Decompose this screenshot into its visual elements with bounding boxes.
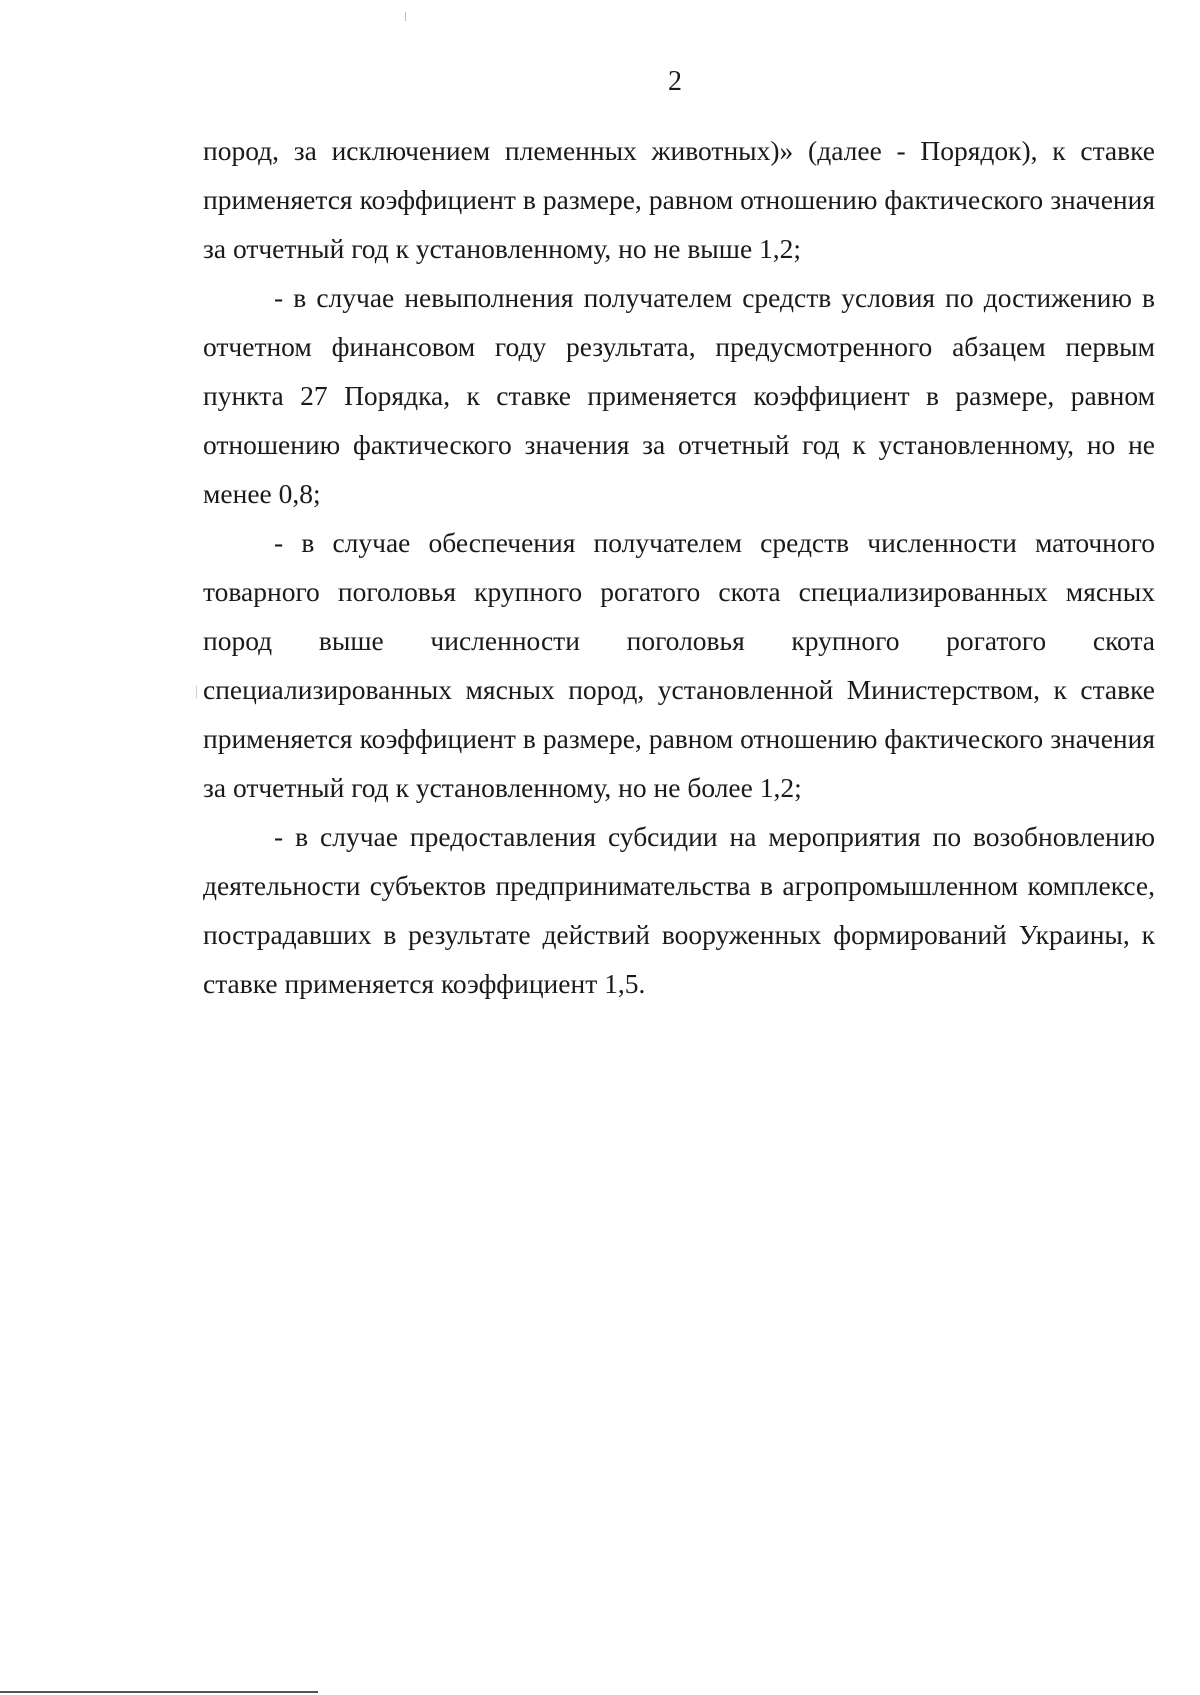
document-body [203, 126, 1155, 1008]
scan-artifact-margin [196, 686, 197, 698]
paragraph-non-fulfillment-clause: - в случае невыполнения получателем средств условия по достижению в отчетном финансовом году результата, предусмотренного абзацем первым пункта 27 Порядка, к ставке применяется коэффициент в размере, равном отношению фактического значения за отчетный год к установленному, но не менее 0,8; [203, 282, 1155, 509]
page-number: 2 [668, 66, 682, 97]
paragraph-continuation: пород, за исключением племенных животных)» (далее - Порядок), к ставке применяется коэффициент в размере, равном отношению фактического значения за отчетный год к установленному, но не выше 1,2; [203, 135, 1155, 264]
scan-artifact-top [405, 12, 406, 21]
bottom-rule-line [0, 1691, 318, 1693]
paragraph-subsidy-clause: - в случае предоставления субсидии на мероприятия по возобновлению деятельности субъектов предпринимательства в агропромышленном комплексе, пострадавших в результате действий вооруженных формирований Украины, к ставке применяется коэффициент 1,5. [203, 821, 1155, 999]
paragraph-livestock-clause: - в случае обеспечения получателем средств численности маточного товарного поголовья крупного рогатого скота специализированных мясных пород выше численности поголовья крупного рогатого скота специализированных мясных пород, установленной Министерством, к ставке применяется коэффициент в размере, равном отношению фактического значения за отчетный год к установленному, но не более 1,2; [203, 527, 1155, 803]
